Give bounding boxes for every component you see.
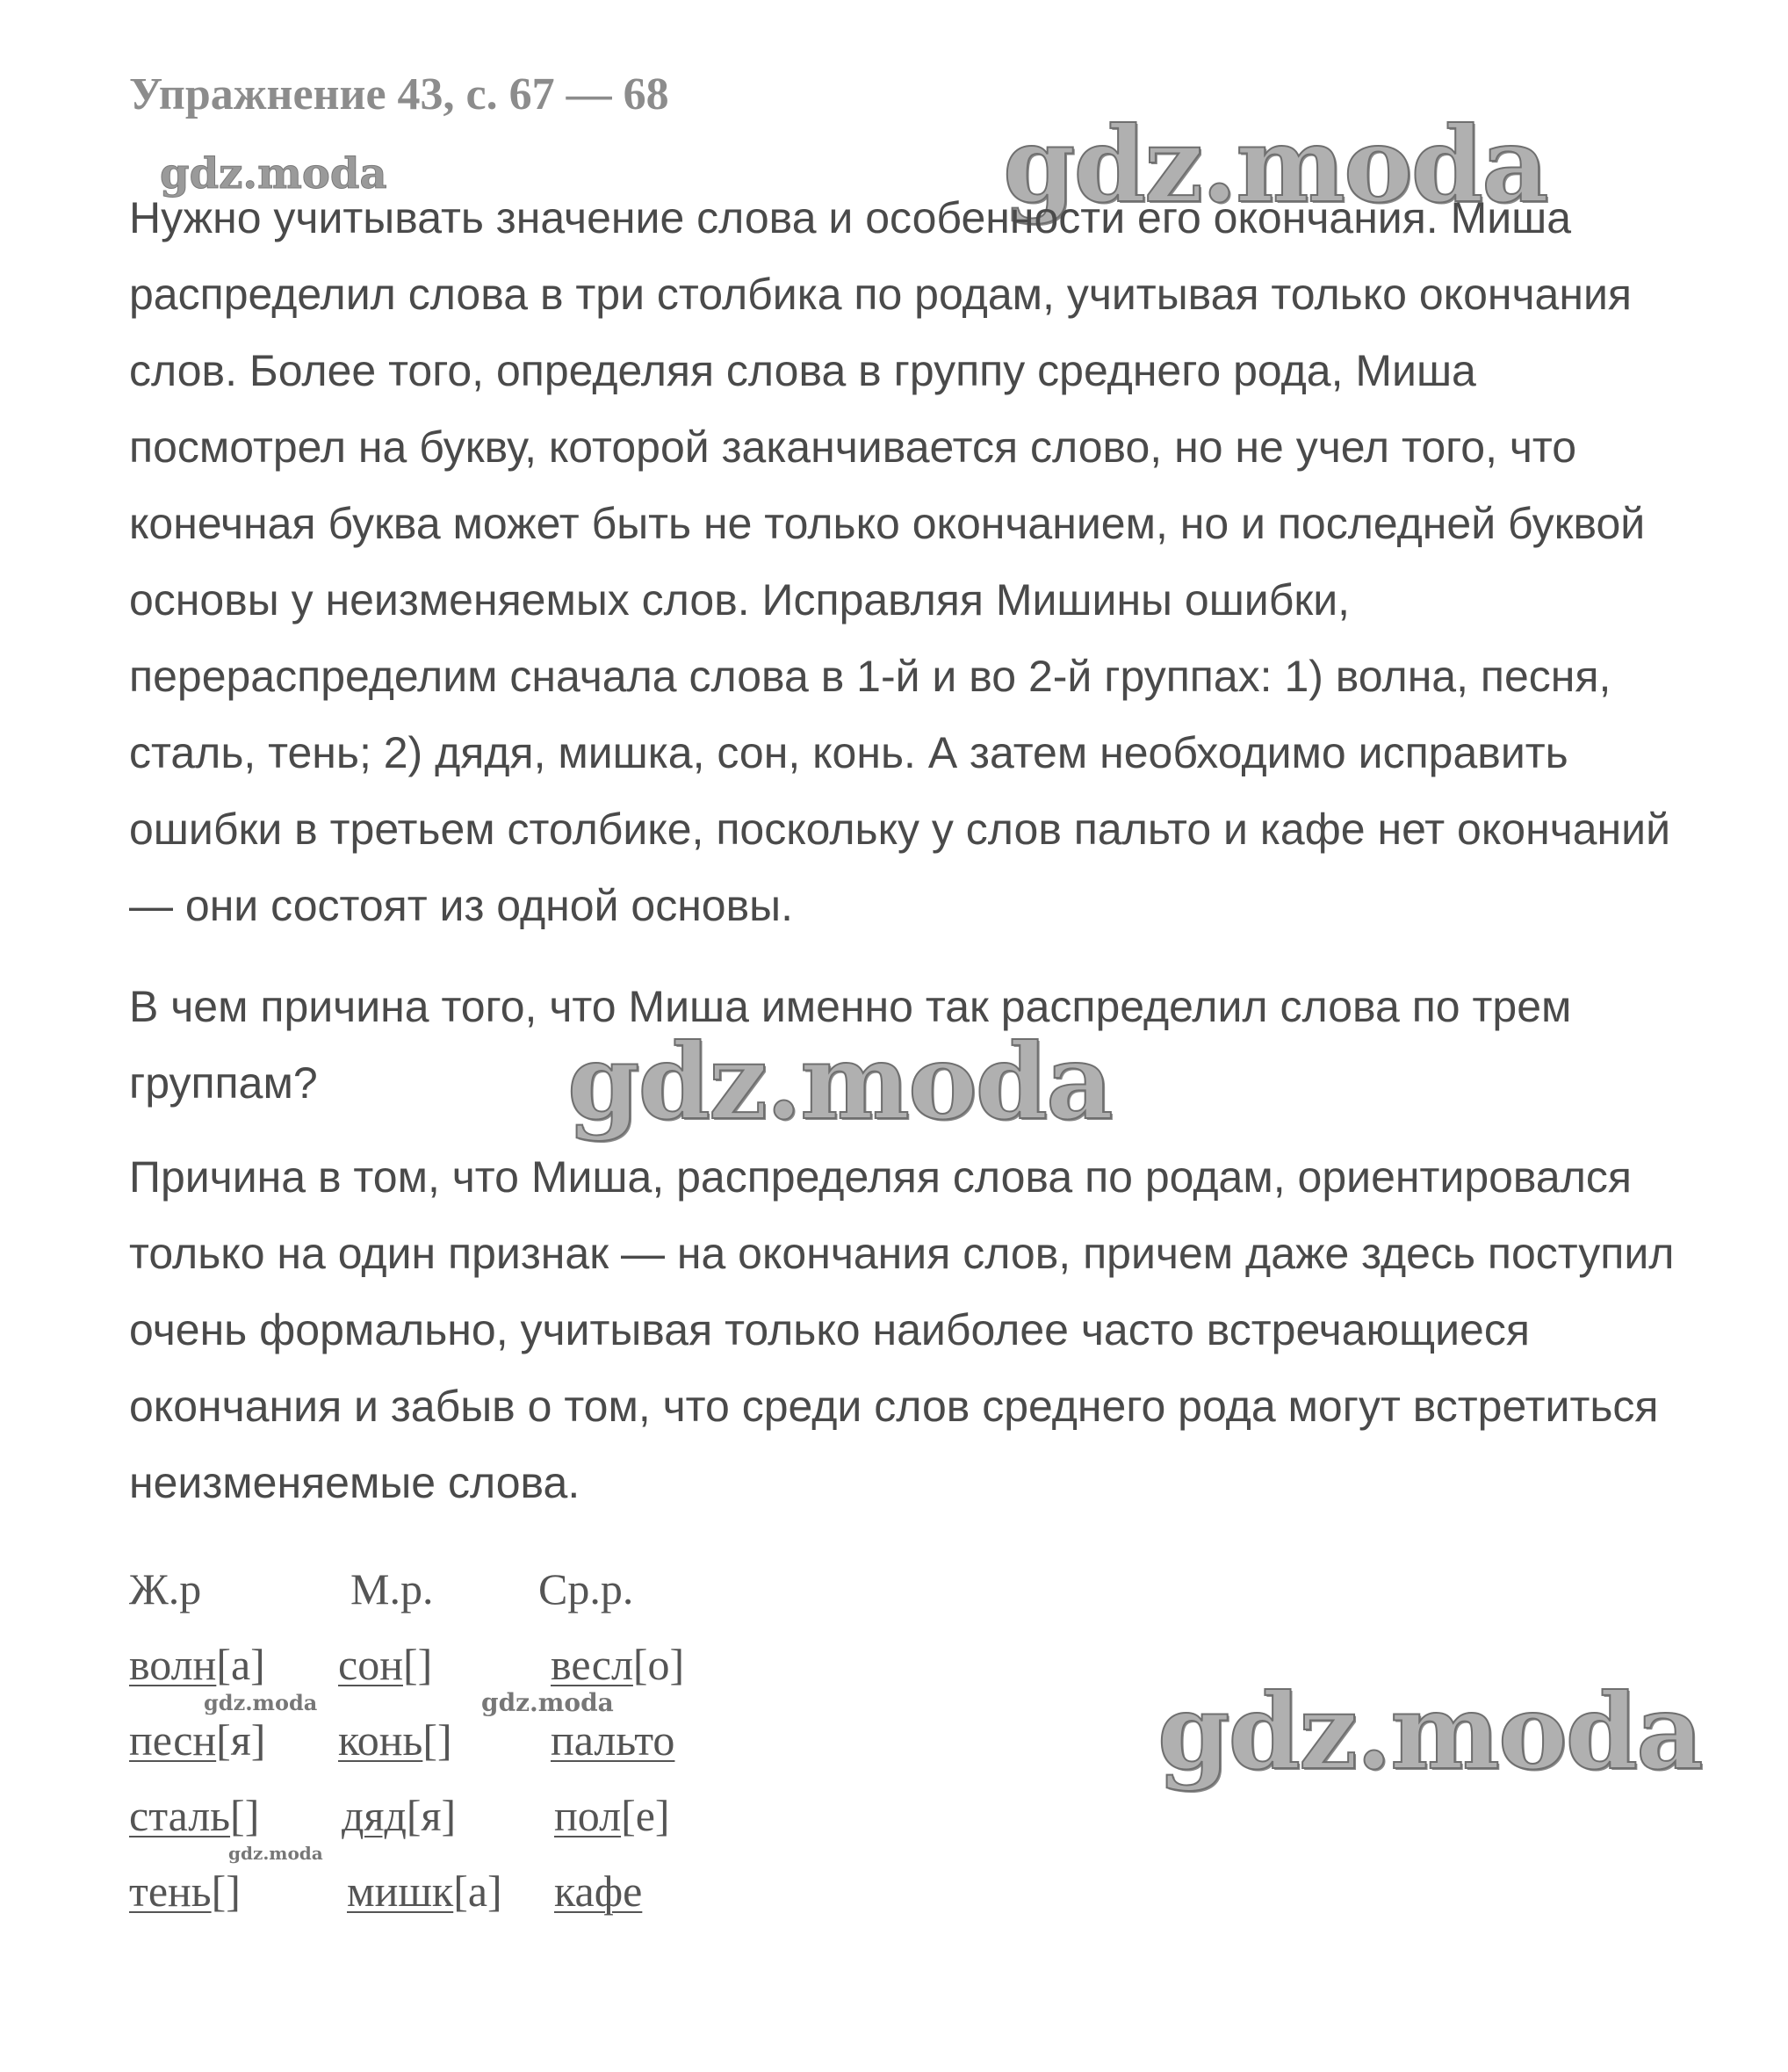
column-header: М.р.: [350, 1564, 434, 1614]
word-base: конь: [338, 1715, 423, 1765]
word-item: [338, 1715, 502, 1790]
word-base: мишк: [347, 1866, 454, 1916]
word-ending: []: [422, 1715, 452, 1765]
word-item: [129, 1866, 265, 1941]
watermark-small: gdz.moda: [160, 149, 387, 199]
column-header: Ж.р: [129, 1564, 202, 1614]
word-ending: [я]: [216, 1715, 266, 1765]
word-base: пол: [554, 1791, 622, 1840]
word-ending: []: [230, 1791, 260, 1840]
word-item: [551, 1866, 684, 1941]
word-base: тень: [129, 1866, 212, 1916]
word-item: [129, 1715, 265, 1790]
word-item: [551, 1790, 684, 1866]
watermark-large: gdz.moda: [1157, 1671, 1702, 1793]
word-ending: []: [402, 1640, 433, 1689]
word-base: песн: [129, 1715, 217, 1765]
word-ending: [о]: [632, 1640, 685, 1689]
word-item: [338, 1639, 502, 1715]
exercise-heading: Упражнение 43, с. 67 — 68: [129, 69, 669, 119]
watermark-small: gdz.moda: [481, 1688, 614, 1717]
word-base: кафе: [554, 1866, 643, 1916]
word-ending: []: [211, 1866, 241, 1916]
word-base: волн: [129, 1640, 217, 1689]
word-ending: [а]: [453, 1866, 502, 1916]
question-paragraph: В чем причина того, что Миша именно так распределил слова по трем группам?: [129, 982, 1572, 1108]
watermark-small: gdz.moda: [204, 1690, 318, 1715]
word-base: весл: [551, 1640, 633, 1689]
column-masculine: [338, 1563, 502, 1941]
word-base: дяд: [342, 1791, 407, 1840]
word-ending: [я]: [406, 1791, 457, 1840]
word-base: сон: [338, 1640, 403, 1689]
column-feminine: [129, 1563, 265, 1941]
reason-paragraph: Причина в том, что Миша, распределяя слова по родам, ориентировался только на один признак — на окончания слов, причем даже здесь поступил очень формально, учитывая только наиболее часто встречающиеся окончания и забыв о том, что среди слов среднего рода могут встретиться неизменяемые слова.: [129, 1152, 1675, 1507]
column-header: Ср.р.: [538, 1564, 634, 1614]
answer-paragraph: Нужно учитывать значение слова и особенности его окончания. Миша распределил слова в три столбика по родам, учитывая только окончания слов. Более того, определяя слова в группу среднего рода, Миша посмотрел на букву, которой заканчивается слово, но не учел того, что конечная буква может быть не только окончанием, но и последней буквой основы у неизменяемых слов. Исправляя Мишины ошибки, перераспределим сначала слова в 1-й и во 2-й группах: 1) волна, песня, сталь, тень; 2) дядя, мишка, сон, конь. А затем необходимо исправить ошибки в третьем столбике, поскольку у слов пальто и кафе нет окончаний — они состоят из одной основы.: [129, 193, 1671, 930]
watermark-large: gdz.moda: [1003, 104, 1547, 226]
watermark-small: gdz.moda: [228, 1843, 323, 1864]
word-base: сталь: [129, 1791, 231, 1840]
word-ending: [а]: [216, 1640, 265, 1689]
word-ending: [е]: [621, 1791, 670, 1840]
watermark-large: gdz.moda: [567, 1021, 1112, 1143]
word-base: пальто: [551, 1715, 675, 1765]
word-item: [551, 1715, 684, 1790]
word-item: [338, 1790, 502, 1866]
word-item: [338, 1866, 502, 1941]
